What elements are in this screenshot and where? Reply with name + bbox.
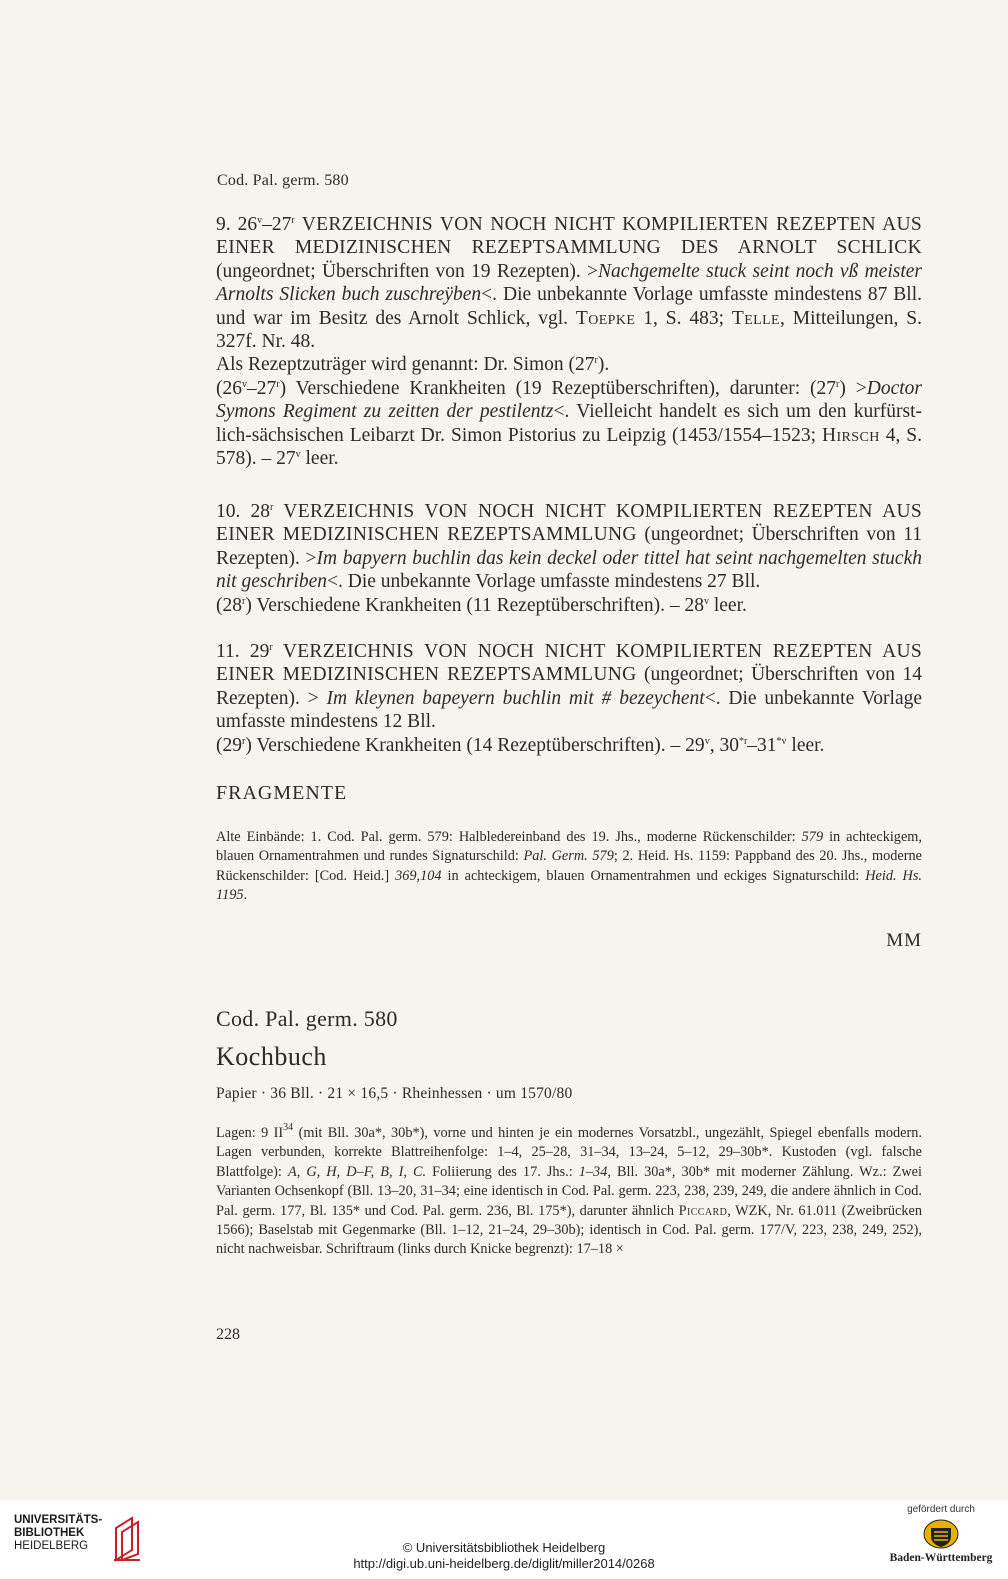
fragmente-bindings: Alte Einbände: 1. Cod. Pal. germ. 579: Halbledereinband des 19. Jhs., moderne Rückenschilder: 579 in achteckigem, blauen Ornamentrahmen und rundes Signaturschild: Pal. Germ. 579; 2. Heid. Hs. 1159: Pappband des 20. Jhs., moderne Rückenschilder: [Cod. Heid.] 369,104 in achteckigem, blauen Ornamentrahmen und eckiges Signaturschild: Heid. Hs. 1195. <box>216 829 923 904</box>
page-number: 228 <box>216 1326 240 1343</box>
permalink-url[interactable]: http://digi.ub.uni-heidelberg.de/diglit/miller2014/0268 <box>353 1556 655 1571</box>
baden-wuerttemberg-crest-icon <box>922 1518 960 1550</box>
entry-10-contents: (28$^r$) Verschiedene Krankheiten (11 Rezeptüberschriften). – 28$^v$ leer. <box>216 594 747 616</box>
entry-11-incipit: Im kleynen bapeyern buchlin mit # bezeychent <box>326 687 705 709</box>
entry-9-title: VERZEICHNIS VON NOCH NICHT KOMPILIERTEN REZEPTEN AUS EINER MEDIZINISCHEN REZEPTSAMMLUNG DES ARNOLT SCHLICK <box>216 214 922 259</box>
codex-meta: Papier · 36 Bll. · 21 × 16,5 · Rheinhessen · um 1570/80 <box>216 1085 573 1102</box>
entry-9-contributor: Als Rezeptzuträger wird genannt: Dr. Simon (27$^r$). <box>216 354 610 376</box>
entry-11-title: VERZEICHNIS VON NOCH NICHT KOMPILIERTEN REZEPTEN AUS EINER MEDIZINISCHEN REZEPTSAMMLUNG <box>216 641 922 686</box>
entry-10-paragraph: 10. 28$^r$ VERZEICHNIS VON NOCH NICHT KOMPILIERTEN REZEPTEN AUS EINER MEDIZINISCHEN REZEPTSAMMLUNG (ungeordnet; Überschriften von 11 Rezepten). >Im bapyern buchlin das kein deckel oder tittel hat seint nachgemelten stuckh nit geschriben<. Die unbekannte Vorlage umfasste mindestens 27 Bll. <box>216 501 922 593</box>
copyright-notice: © Universitätsbibliothek Heidelberg <box>402 1540 606 1555</box>
entry-11-paragraph: 11. 29$^r$ VERZEICHNIS VON NOCH NICHT KOMPILIERTEN REZEPTEN AUS EINER MEDIZINISCHEN REZEPTSAMMLUNG (ungeordnet; Überschriften von 14 Rezepten). > Im kleynen bapeyern buchlin mit # bezeychent<. Die unbekannte Vorlage umfasste mindestens 12 Bll. <box>216 641 922 733</box>
sponsor-label: gefördert durch <box>907 1504 975 1515</box>
fragmente-heading: FRAGMENTE <box>216 782 348 804</box>
codex-title: Kochbuch <box>216 1042 327 1071</box>
ub-heidelberg-logo[interactable]: UNIVERSITÄTS- BIBLIOTHEK HEIDELBERG <box>14 1514 164 1564</box>
entry-9-contents: (26$^v$–27$^r$) Verschiedene Krankheiten (19 Rezeptüberschriften), darunter: $(27^r)$ >Doctor Symons Regiment zu zeitten der pestilentz<. Vielleicht handelt es sich um den kurfürstlich-sächsischen Leibarzt Dr. Simon Pistorius zu Leipzig (1453/1554–1523; Hirsch 4, S. 578). – 27$^v$ leer. <box>216 377 922 470</box>
entry-10-incipit: Im bapyern buchlin das kein deckel oder tittel hat seint nachgemelten stuckh nit geschriben <box>216 547 922 593</box>
sponsor-badge <box>886 1504 996 1576</box>
footer-bar <box>0 1500 1008 1579</box>
sponsor-name: Baden-Württemberg <box>889 1552 993 1564</box>
lagen-description: Lagen: 9 II$^{34}$ (mit Bll. 30a*, 30b*), vorne und hinten je ein modernes Vorsatzbl., ungezählt, Spiegel ebenfalls modern. Lagen verbunden, korrekte Blattreihenfolge: 1–4, 25–28, 31–34, 13–24, 5–12, 29–30b*. Kustoden (vgl. falsche Blattfolge): A, G, H, D–F, B, I, C. Foliierung des 17. Jhs.: 1–34, Bll. 30a*, 30b* mit moderner Zählung. Wz.: Zwei Varianten Ochsenkopf (Bll. 13–20, 31–34; eine identisch in Cod. Pal. germ. 223, 238, 239, 249, die andere ähnlich in Cod. Pal. germ. 177, Bl. 135* und Cod. Pal. germ. 236, Bl. 175*), darunter ähnlich Piccard, WZK, Nr. 61.011 (Zweibrücken 1566); Baselstab mit Gegenmarke (Bll. 1–12, 21–24, 29–30b); identisch in Cod. Pal. germ. 177/V, 223, 238, 249, 252), nicht nachweisbar. Schriftraum (links durch Knicke begrenzt): 17–18 × <box>216 1122 922 1258</box>
codex-shelfmark: Cod. Pal. germ. 580 <box>216 1006 398 1031</box>
entry-9 <box>216 213 922 470</box>
entry-10 <box>216 500 922 617</box>
running-head: Cod. Pal. germ. 580 <box>217 172 349 189</box>
entry-11 <box>216 640 922 757</box>
entry-9-paragraph: 9. 26$^v$–27$^r$ VERZEICHNIS VON NOCH NICHT KOMPILIERTEN REZEPTEN AUS EINER MEDIZINISCHEN REZEPTSAMMLUNG DES ARNOLT SCHLICK (ungeordnet; Überschriften von 19 Rezepten). >Nachgemelte stuck seint noch vß meister Arnolts Slicken buch zuschreÿben<. Die unbekannte Vorlage umfasste mindestens 87 Bll. und war im Besitz des Arnolt Schlick, vgl. Toepke 1, S. 483; Telle, Mitteilungen, S. 327f. Nr. 48. <box>216 214 922 353</box>
author-initials: MM <box>886 930 922 951</box>
entry-9-incipit: Nachgemelte stuck seint noch vß meister Arnolts Slicken buch zuschreÿben <box>216 260 922 306</box>
entry-11-contents: (29$^r$) Verschiedene Krankheiten (14 Rezeptüberschriften). – 29$^v$, 30$^{*r}$–31$^{*v}$ leer. <box>216 734 825 756</box>
entry-10-title: VERZEICHNIS VON NOCH NICHT KOMPILIERTEN REZEPTEN AUS EINER MEDIZINISCHEN REZEPTSAMMLUNG <box>216 501 922 546</box>
